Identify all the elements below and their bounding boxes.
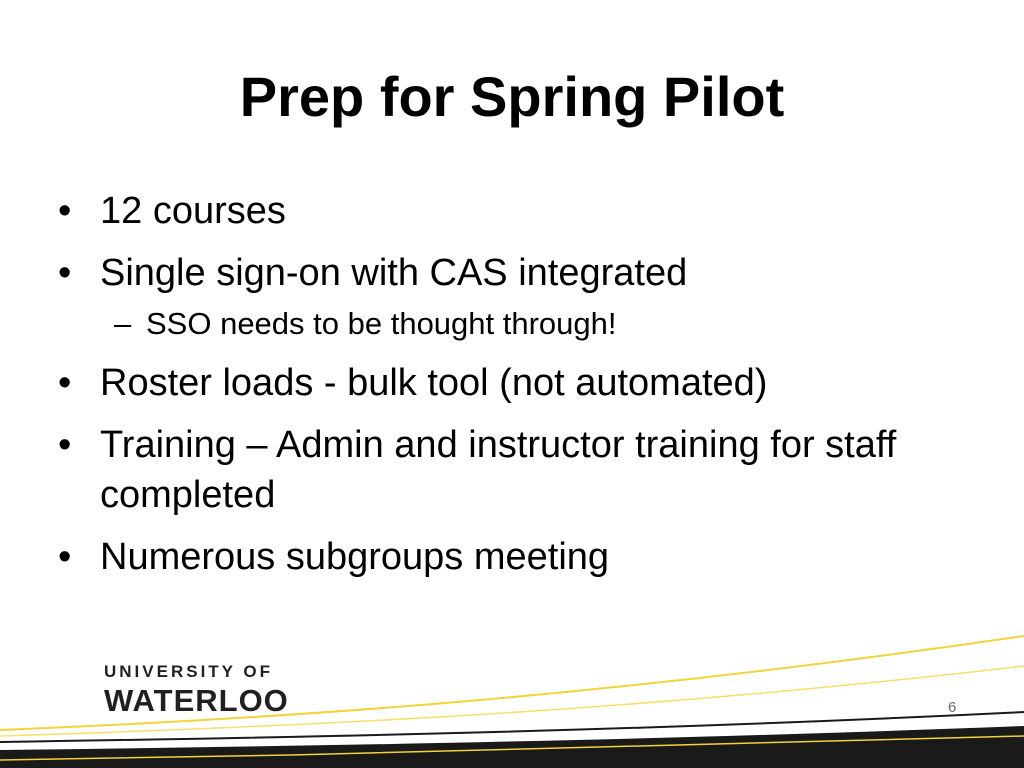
bullet-item <box>58 186 978 236</box>
page-number: 6 <box>948 699 957 716</box>
sub-bullet-glyph: – <box>114 306 132 341</box>
bullet-glyph: • <box>58 362 72 404</box>
bullet-text: Single sign-on with CAS integrated <box>100 252 688 294</box>
sub-bullet-text: SSO needs to be thought through! <box>146 306 617 341</box>
bullet-glyph: • <box>58 536 72 578</box>
bullet-text: Roster loads - bulk tool (not automated) <box>100 362 768 404</box>
bullet-list <box>58 186 978 594</box>
bullet-item <box>58 420 978 520</box>
bullet-item <box>58 358 978 408</box>
slide-title: Prep for Spring Pilot <box>239 65 785 128</box>
sub-bullet-item <box>58 304 978 344</box>
logo-line-waterloo: WATERLOO <box>104 683 289 718</box>
bullet-text: 12 courses <box>100 190 286 232</box>
bullet-glyph: • <box>58 190 72 232</box>
bullet-text: Training – Admin and instructor training for staff completed <box>100 424 897 516</box>
logo-line-university-of: UNIVERSITY OF <box>104 662 274 681</box>
bullet-glyph: • <box>58 252 72 294</box>
bullet-item <box>58 248 978 298</box>
university-logo <box>104 662 289 718</box>
bullet-text: Numerous subgroups meeting <box>100 536 610 578</box>
bullet-item <box>58 532 978 582</box>
bullet-glyph: • <box>58 424 72 466</box>
